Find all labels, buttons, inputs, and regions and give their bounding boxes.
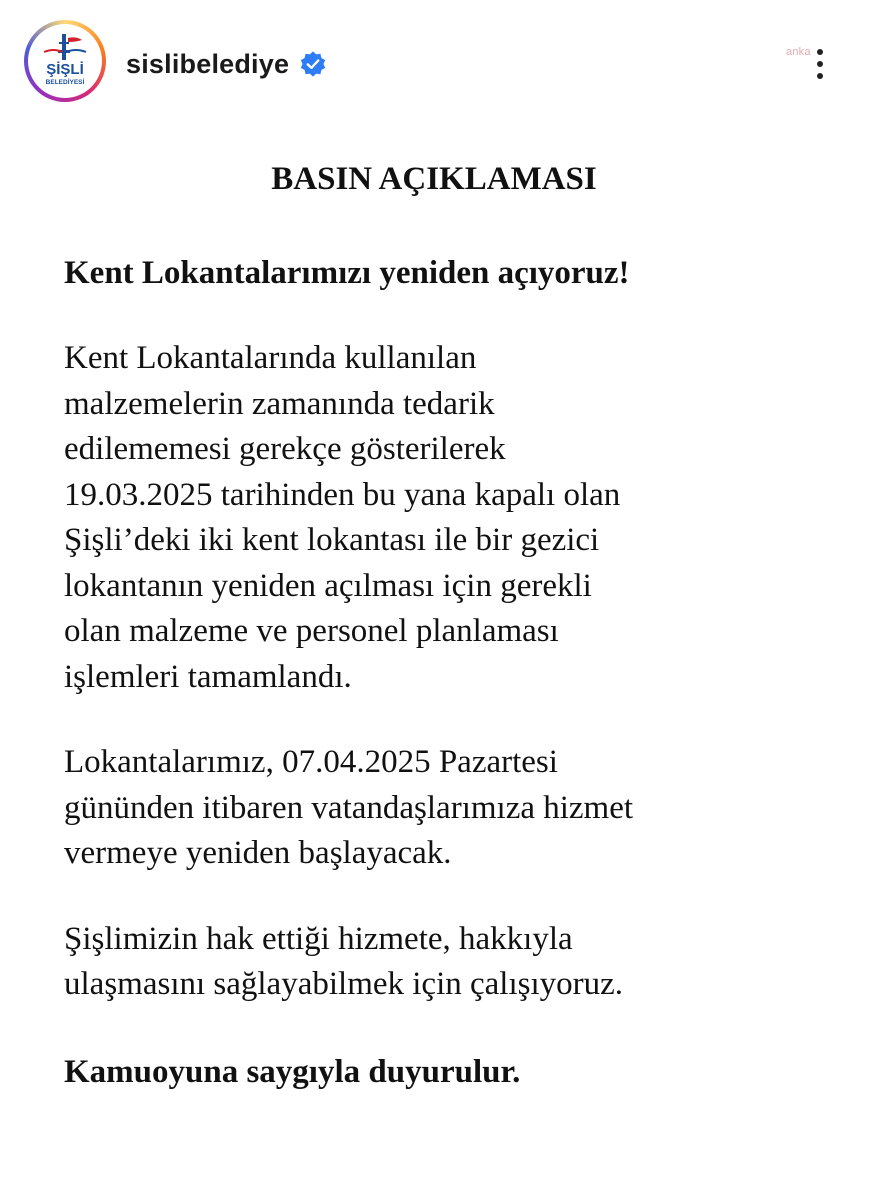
watermark: anka (786, 46, 811, 58)
username[interactable]: sislibelediye (126, 48, 290, 79)
username-row (126, 44, 327, 84)
svg-text:BELEDİYESİ: BELEDİYESİ (45, 79, 85, 86)
avatar[interactable] (24, 20, 106, 102)
paragraph-2: Lokantalarımız, 07.04.2025 Pazartesi gününden itibaren vatandaşlarımıza hizmet vermeye yeniden başlayacak. (64, 744, 634, 871)
svg-text:ŞİŞLİ: ŞİŞLİ (46, 61, 84, 78)
press-release-body (64, 150, 824, 1095)
more-options-icon-dot (817, 61, 823, 67)
verified-badge-icon (299, 50, 327, 78)
document-title: BASIN AÇIKLAMASI (271, 161, 597, 197)
more-options-icon-dot (817, 73, 823, 79)
document-subtitle: Kent Lokantalarımızı yeniden açıyoruz! (64, 255, 630, 291)
paragraph-3: Şişlimizin hak ettiği hizmete, hakkıyla ulaşmasını sağlayabilmek için çalışıyoruz. (64, 920, 624, 1002)
post-header (0, 0, 870, 130)
more-options-button[interactable] (804, 42, 836, 86)
closing-line: Kamuoyuna saygıyla duyurulur. (64, 1053, 521, 1090)
avatar-inner (28, 24, 102, 98)
more-options-icon (817, 49, 823, 55)
paragraph-1: Kent Lokantalarında kullanılan malzemelerin zamanında tedarik edilememesi gerekçe gösterilerek 19.03.2025 tarihinden bu yana kapalı olan Şişli’deki iki kent lokantası ile bir gezici lokantanın yeniden açılması için gerekli olan malzeme ve personel planlaması işlemleri tamamlandı. (64, 340, 621, 695)
sisli-belediyesi-logo (32, 28, 98, 94)
